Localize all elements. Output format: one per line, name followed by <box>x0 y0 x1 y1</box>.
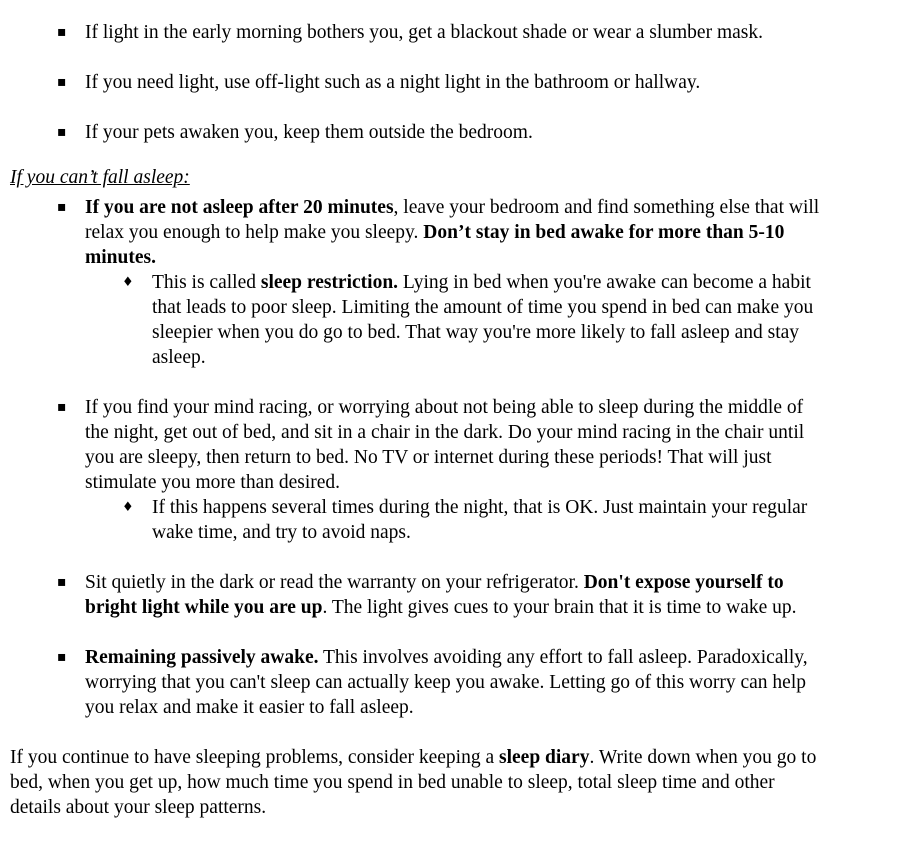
sub-list-item <box>85 495 820 545</box>
list-item-text: If you are not asleep after 20 minutes <box>85 197 394 218</box>
list-item-text: , leave your bedroom and find something else that will relax you enough to help make you sleepy. <box>85 197 820 243</box>
list-item <box>10 70 820 95</box>
advice-bullet-list <box>10 195 820 720</box>
list-item <box>10 645 820 720</box>
list-item-text: Sit quietly in the dark or read the warranty on your refrigerator. <box>85 572 584 593</box>
sub-list-item-text: sleep restriction. <box>260 272 399 293</box>
list-item <box>10 120 820 145</box>
list-item-text: This involves avoiding any effort to fall asleep. Paradoxically, worrying that you can't sleep can actually keep you awake. Letting go of this worry can help you relax and make it easier to fall asleep. <box>85 647 808 718</box>
sub-list-item-text: This is called <box>152 272 261 293</box>
list-item-text: Remaining passively awake. <box>85 647 319 668</box>
square-bullet-icon: ▪ <box>57 649 67 665</box>
list-item <box>10 395 820 545</box>
list-item <box>10 570 820 620</box>
paragraph-text: . Write down when you go to bed, when you get up, how much time you spend in bed unable to sleep, total sleep time and other details about your sleep patterns. <box>10 747 817 818</box>
list-item-text: Don’t stay in bed awake for more than 5-10 minutes. <box>85 222 785 268</box>
closing-paragraph <box>10 745 820 820</box>
diamond-bullet-icon: ♦ <box>122 500 134 515</box>
list-item-text: . The light gives cues to your brain that it is time to wake up. <box>322 597 797 618</box>
diamond-bullet-icon: ♦ <box>122 275 134 290</box>
list-item <box>10 20 820 45</box>
list-item <box>10 195 820 370</box>
paragraph-text: sleep diary <box>499 747 590 768</box>
list-item-text: If you need light, use off-light such as a night light in the bathroom or hallway. <box>85 72 701 93</box>
list-item-text: Don't expose yourself to bright light while you are up <box>85 572 784 618</box>
square-bullet-icon: ▪ <box>57 399 67 415</box>
list-item-text: If your pets awaken you, keep them outside the bedroom. <box>85 122 533 143</box>
section-heading: If you can’t fall asleep: <box>10 167 190 188</box>
square-bullet-icon: ▪ <box>57 199 67 215</box>
square-bullet-icon: ▪ <box>57 24 67 40</box>
square-bullet-icon: ▪ <box>57 74 67 90</box>
intro-bullet-list <box>10 20 820 145</box>
list-item-text: If you find your mind racing, or worrying about not being able to sleep during the middle of the night, get out of bed, and sit in a chair in the dark. Do your mind racing in the chair until you are sleepy, then return to bed. No TV or internet during these periods! That will just stimulate you more than desired. <box>85 397 805 493</box>
sub-list-item-text: Lying in bed when you're awake can become a habit that leads to poor sleep. Limiting the amount of time you spend in bed can make you sleepier when you do go to bed. That way you're more likely to fall asleep and stay asleep. <box>152 272 814 368</box>
square-bullet-icon: ▪ <box>57 574 67 590</box>
sub-list-item <box>85 270 820 370</box>
square-bullet-icon: ▪ <box>57 124 67 140</box>
paragraph-text: If you continue to have sleeping problems, consider keeping a <box>10 747 499 768</box>
list-item-text: If light in the early morning bothers you, get a blackout shade or wear a slumber mask. <box>85 22 763 43</box>
sub-list-item-text: If this happens several times during the night, that is OK. Just maintain your regular wake time, and try to avoid naps. <box>152 497 808 543</box>
